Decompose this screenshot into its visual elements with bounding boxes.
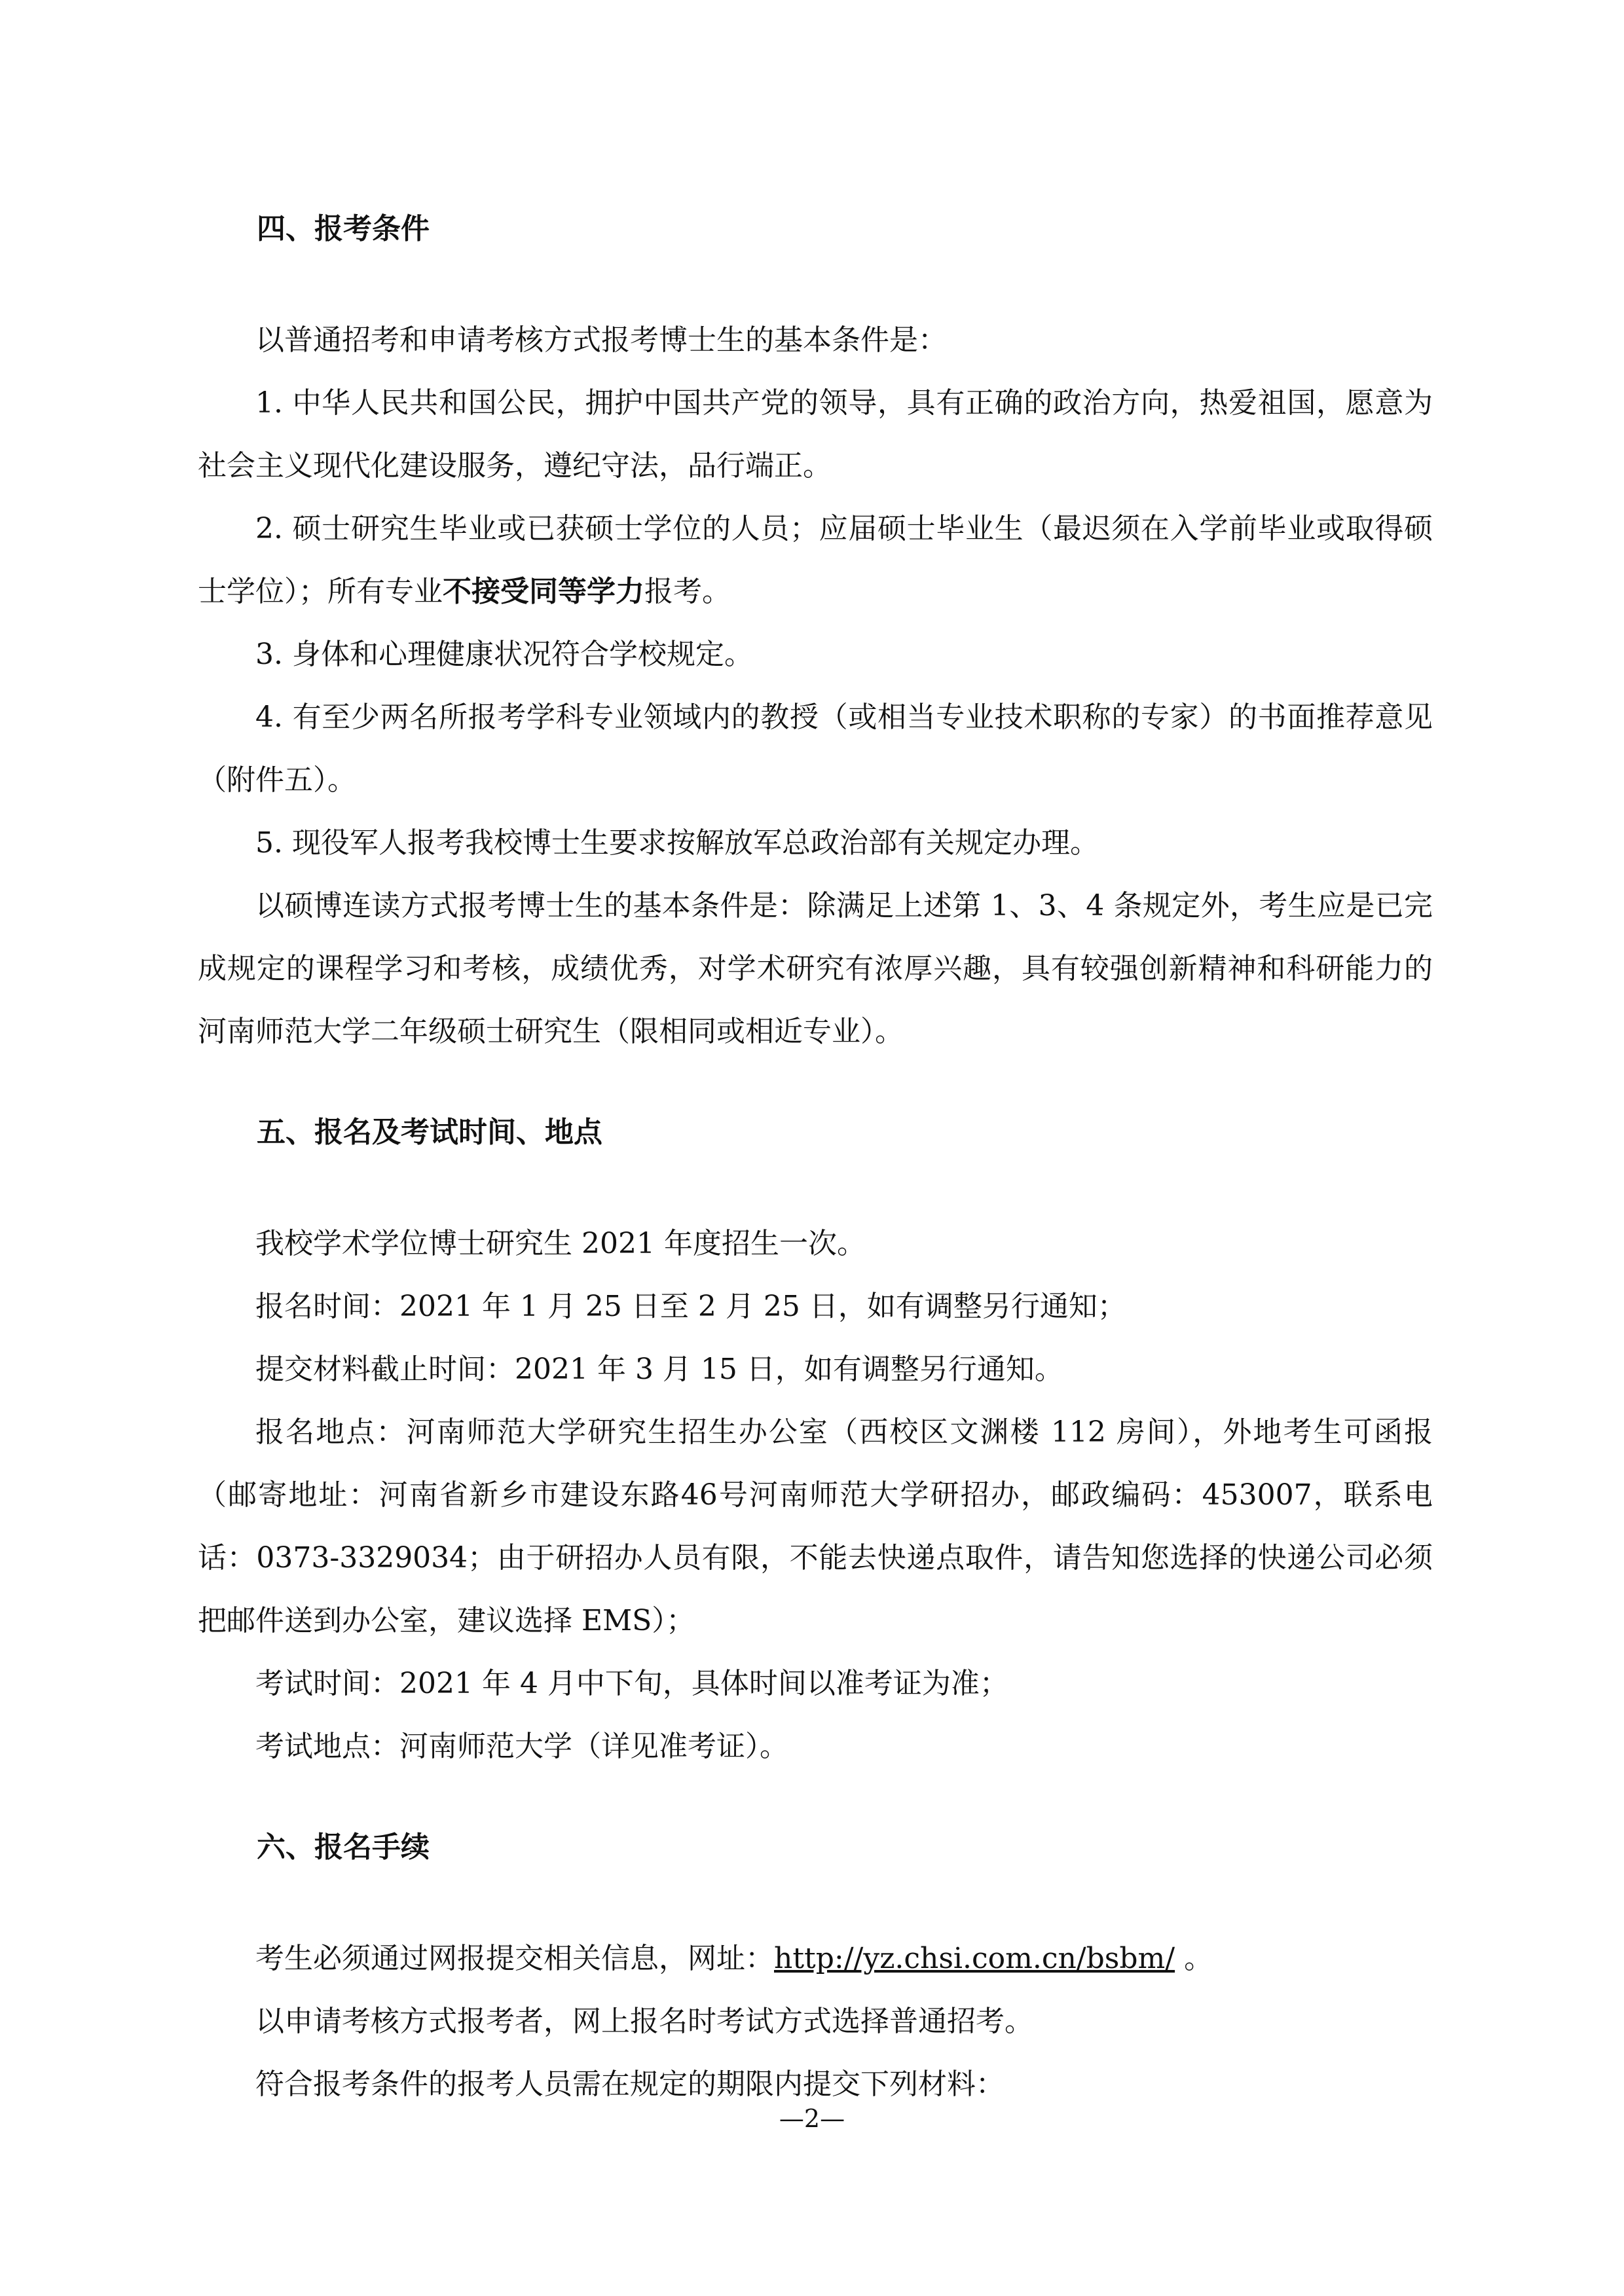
condition-item-2 xyxy=(198,498,1433,623)
section-4-heading: 四、报考条件 xyxy=(257,212,430,246)
section-6-line: 符合报考条件的报考人员需在规定的期限内提交下列材料： xyxy=(255,2068,1005,2101)
registration-url-prefix: 考生必须通过网报提交相关信息，网址： xyxy=(255,1942,774,1975)
page-number: —2— xyxy=(779,2104,845,2133)
section-5-heading: 五、报名及考试时间、地点 xyxy=(257,1116,602,1149)
section-5-line: 提交材料截止时间：2021 年 3 月 15 日，如有调整另行通知。 xyxy=(255,1353,1063,1386)
section-6-line: 以申请考核方式报考者，网上报名时考试方式选择普通招考。 xyxy=(255,2005,1033,2038)
registration-url-link[interactable]: http://yz.chsi.com.cn/bsbm/ xyxy=(774,1942,1175,1975)
condition-item-1: 1. 中华人民共和国公民，拥护中国共产党的领导，具有正确的政治方向，热爱祖国，愿意为社会主义现代化建设服务，遵纪守法，品行端正。 xyxy=(198,386,1433,483)
section-5-line: 考试地点：河南师范大学（详见准考证）。 xyxy=(255,1730,788,1763)
condition-item-2-end: 报考。 xyxy=(644,575,731,608)
condition-item-5: 5. 现役军人报考我校博士生要求按解放军总政治部有关规定办理。 xyxy=(255,826,1099,860)
condition-item-4: 4. 有至少两名所报考学科专业领域内的教授（或相当专业技术职称的专家）的书面推荐意见（附件五）。 xyxy=(198,701,1433,797)
section-5-line: 报名时间：2021 年 1 月 25 日至 2 月 25 日，如有调整另行通知； xyxy=(255,1290,1126,1323)
section-5-line: 我校学术学位博士研究生 2021 年度招生一次。 xyxy=(255,1227,866,1260)
document-body xyxy=(198,208,1433,2116)
section-4-intro: 以普通招考和申请考核方式报考博士生的基本条件是： xyxy=(255,323,947,357)
registration-url-line xyxy=(198,1927,1433,1990)
condition-item-2-emphasis: 不接受同等学力 xyxy=(443,575,644,608)
section-6-heading: 六、报名手续 xyxy=(257,1831,430,1864)
section-5-line: 考试时间：2021 年 4 月中下旬，具体时间以准考证为准； xyxy=(255,1667,1008,1700)
section-4-closing: 以硕博连读方式报考博士生的基本条件是：除满足上述第 1、3、4 条规定外，考生应是已完成规定的课程学习和考核，成绩优秀，对学术研究有浓厚兴趣，具有较强创新精神和科研能力的河南师范大学二年级硕士研究生（限相同或相近专业）。 xyxy=(198,889,1433,1048)
condition-item-2-text: 2. 硕士研究生毕业或已获硕士学位的人员；应届硕士毕业生（最迟须在入学前毕业或取得硕士学位）；所有专业 xyxy=(198,512,1433,608)
registration-url-suffix: 。 xyxy=(1175,1942,1213,1975)
section-5-line: 报名地点：河南师范大学研究生招生办公室（西校区文渊楼 112 房间），外地考生可函报（邮寄地址：河南省新乡市建设东路46号河南师范大学研招办，邮政编码：453007，联系电话：0373-3329034；由于研招办人员有限，不能去快递点取件，请告知您选择的快递公司必须把邮件送到办公室，建议选择 EMS）； xyxy=(198,1415,1433,1637)
condition-item-3: 3. 身体和心理健康状况符合学校规定。 xyxy=(255,638,753,671)
